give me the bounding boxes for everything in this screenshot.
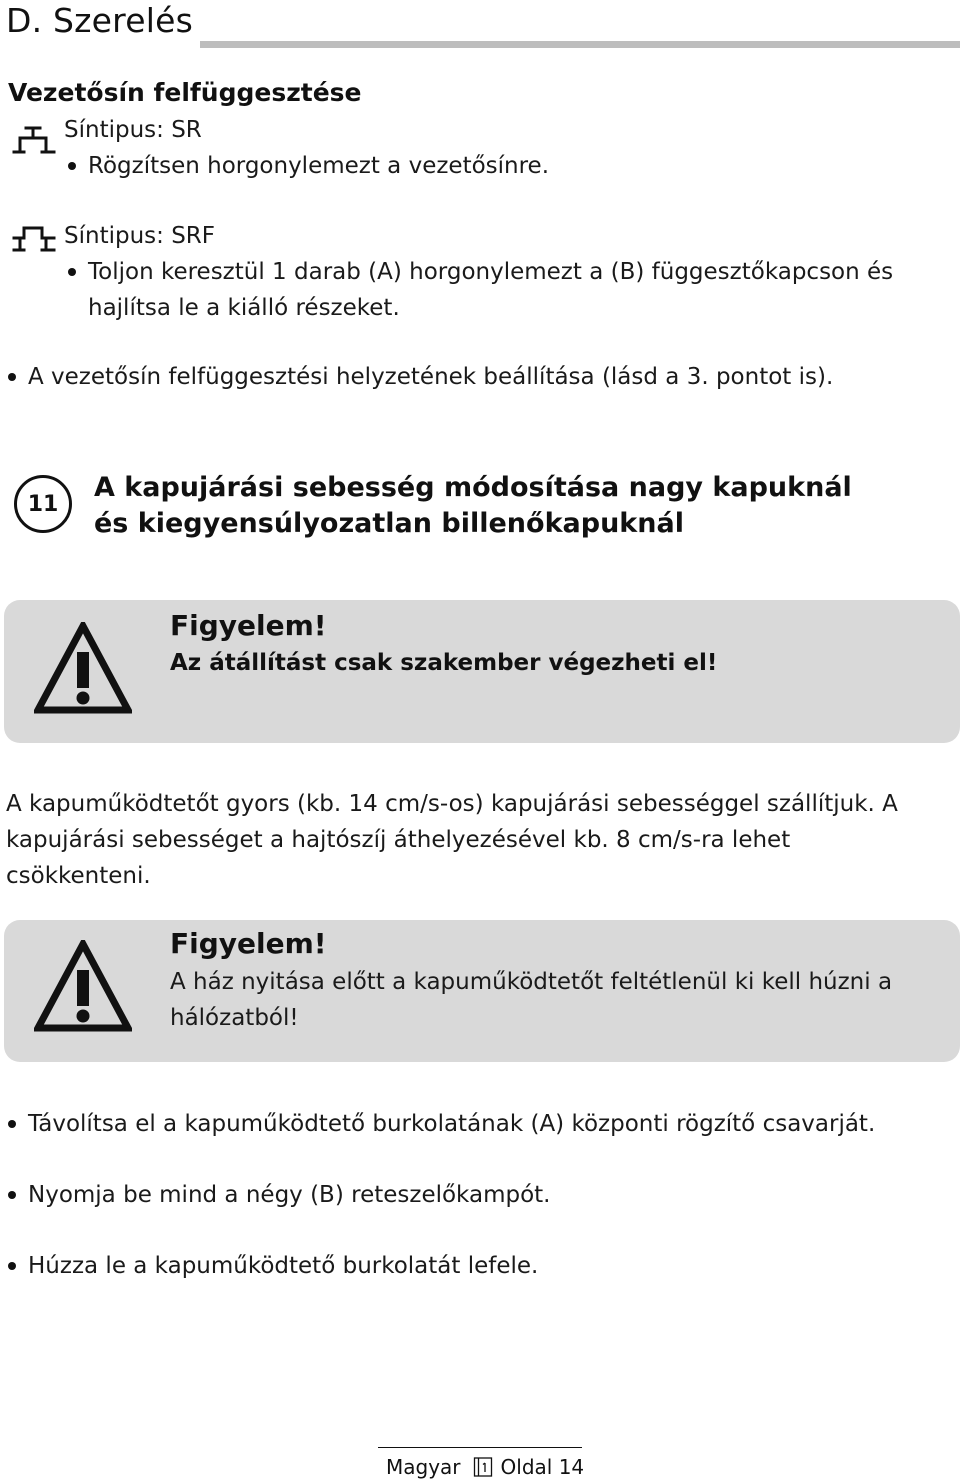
page-header: D. Szerelés: [6, 1, 193, 40]
warning-title: Figyelem!: [170, 927, 327, 960]
list-item-text: Távolítsa el a kapuműködtető burkolatának (A) központi rögzítő csavarját.: [28, 1111, 876, 1137]
list-item: [68, 148, 549, 184]
step-number: 11: [27, 491, 59, 517]
step-title: [94, 470, 852, 542]
list-item-text: A vezetősín felfüggesztési helyzetének beállítása (lásd a 3. pontot is).: [28, 364, 834, 390]
step-title-line-1: A kapujárási sebesség módosítása nagy kapuknál: [94, 472, 852, 503]
rail-srf-icon: [12, 222, 56, 262]
warning-title: Figyelem!: [170, 609, 327, 642]
rail-type-srf-label: Síntipus: SRF: [64, 223, 216, 249]
warning-triangle-icon: [34, 940, 132, 1032]
warning-triangle-icon: [34, 622, 132, 714]
warning-box: [4, 600, 960, 743]
rail-type-sr-label: Síntipus: SR: [64, 117, 202, 143]
footer-language: Magyar: [386, 1455, 461, 1479]
bullet-icon: [8, 1262, 16, 1270]
body-paragraph: A kapuműködtetőt gyors (kb. 14 cm/s-os) kapujárási sebességgel szállítjuk. A kapujárási sebességet a hajtószíj áthelyezésével kb. 8 cm/s-ra lehet csökkenteni.: [6, 791, 898, 889]
footer-page: Oldal 14: [500, 1455, 585, 1479]
bullet-icon: [68, 268, 76, 276]
step-title-line-2: és kiegyensúlyozatlan billenőkapuknál: [94, 508, 684, 539]
list-item: [8, 1177, 550, 1213]
list-item: [8, 1248, 538, 1284]
page-footer: [386, 1453, 584, 1481]
list-item-text: Toljon keresztül 1 darab (A) horgonylemezt a (B) függesztőkapcson és hajlítsa le a kiálló részeket.: [88, 259, 894, 321]
warning-text: A ház nyitása előtt a kapuműködtetőt feltétlenül ki kell húzni a hálózatból!: [170, 969, 893, 1031]
header-rule: [200, 41, 960, 48]
list-item-text: Nyomja be mind a négy (B) reteszelőkampót.: [28, 1182, 551, 1208]
warning-box: [4, 920, 960, 1062]
step-number-badge: [14, 475, 72, 533]
list-item: [8, 1106, 875, 1142]
list-item: [8, 359, 833, 395]
bullet-icon: [8, 1191, 16, 1199]
rail-sr-icon: [12, 124, 56, 164]
book-icon: [473, 1456, 493, 1478]
footer-rule: [378, 1447, 582, 1448]
bullet-icon: [68, 162, 76, 170]
bullet-icon: [8, 1120, 16, 1128]
list-item-text: Rögzítsen horgonylemezt a vezetősínre.: [88, 153, 550, 179]
warning-text: Az átállítást csak szakember végezheti el!: [170, 650, 718, 676]
list-item-text: Húzza le a kapuműködtető burkolatát lefele.: [28, 1253, 539, 1279]
section-title: Vezetősín felfüggesztése: [8, 78, 362, 107]
list-item: [68, 254, 928, 326]
bullet-icon: [8, 373, 16, 381]
